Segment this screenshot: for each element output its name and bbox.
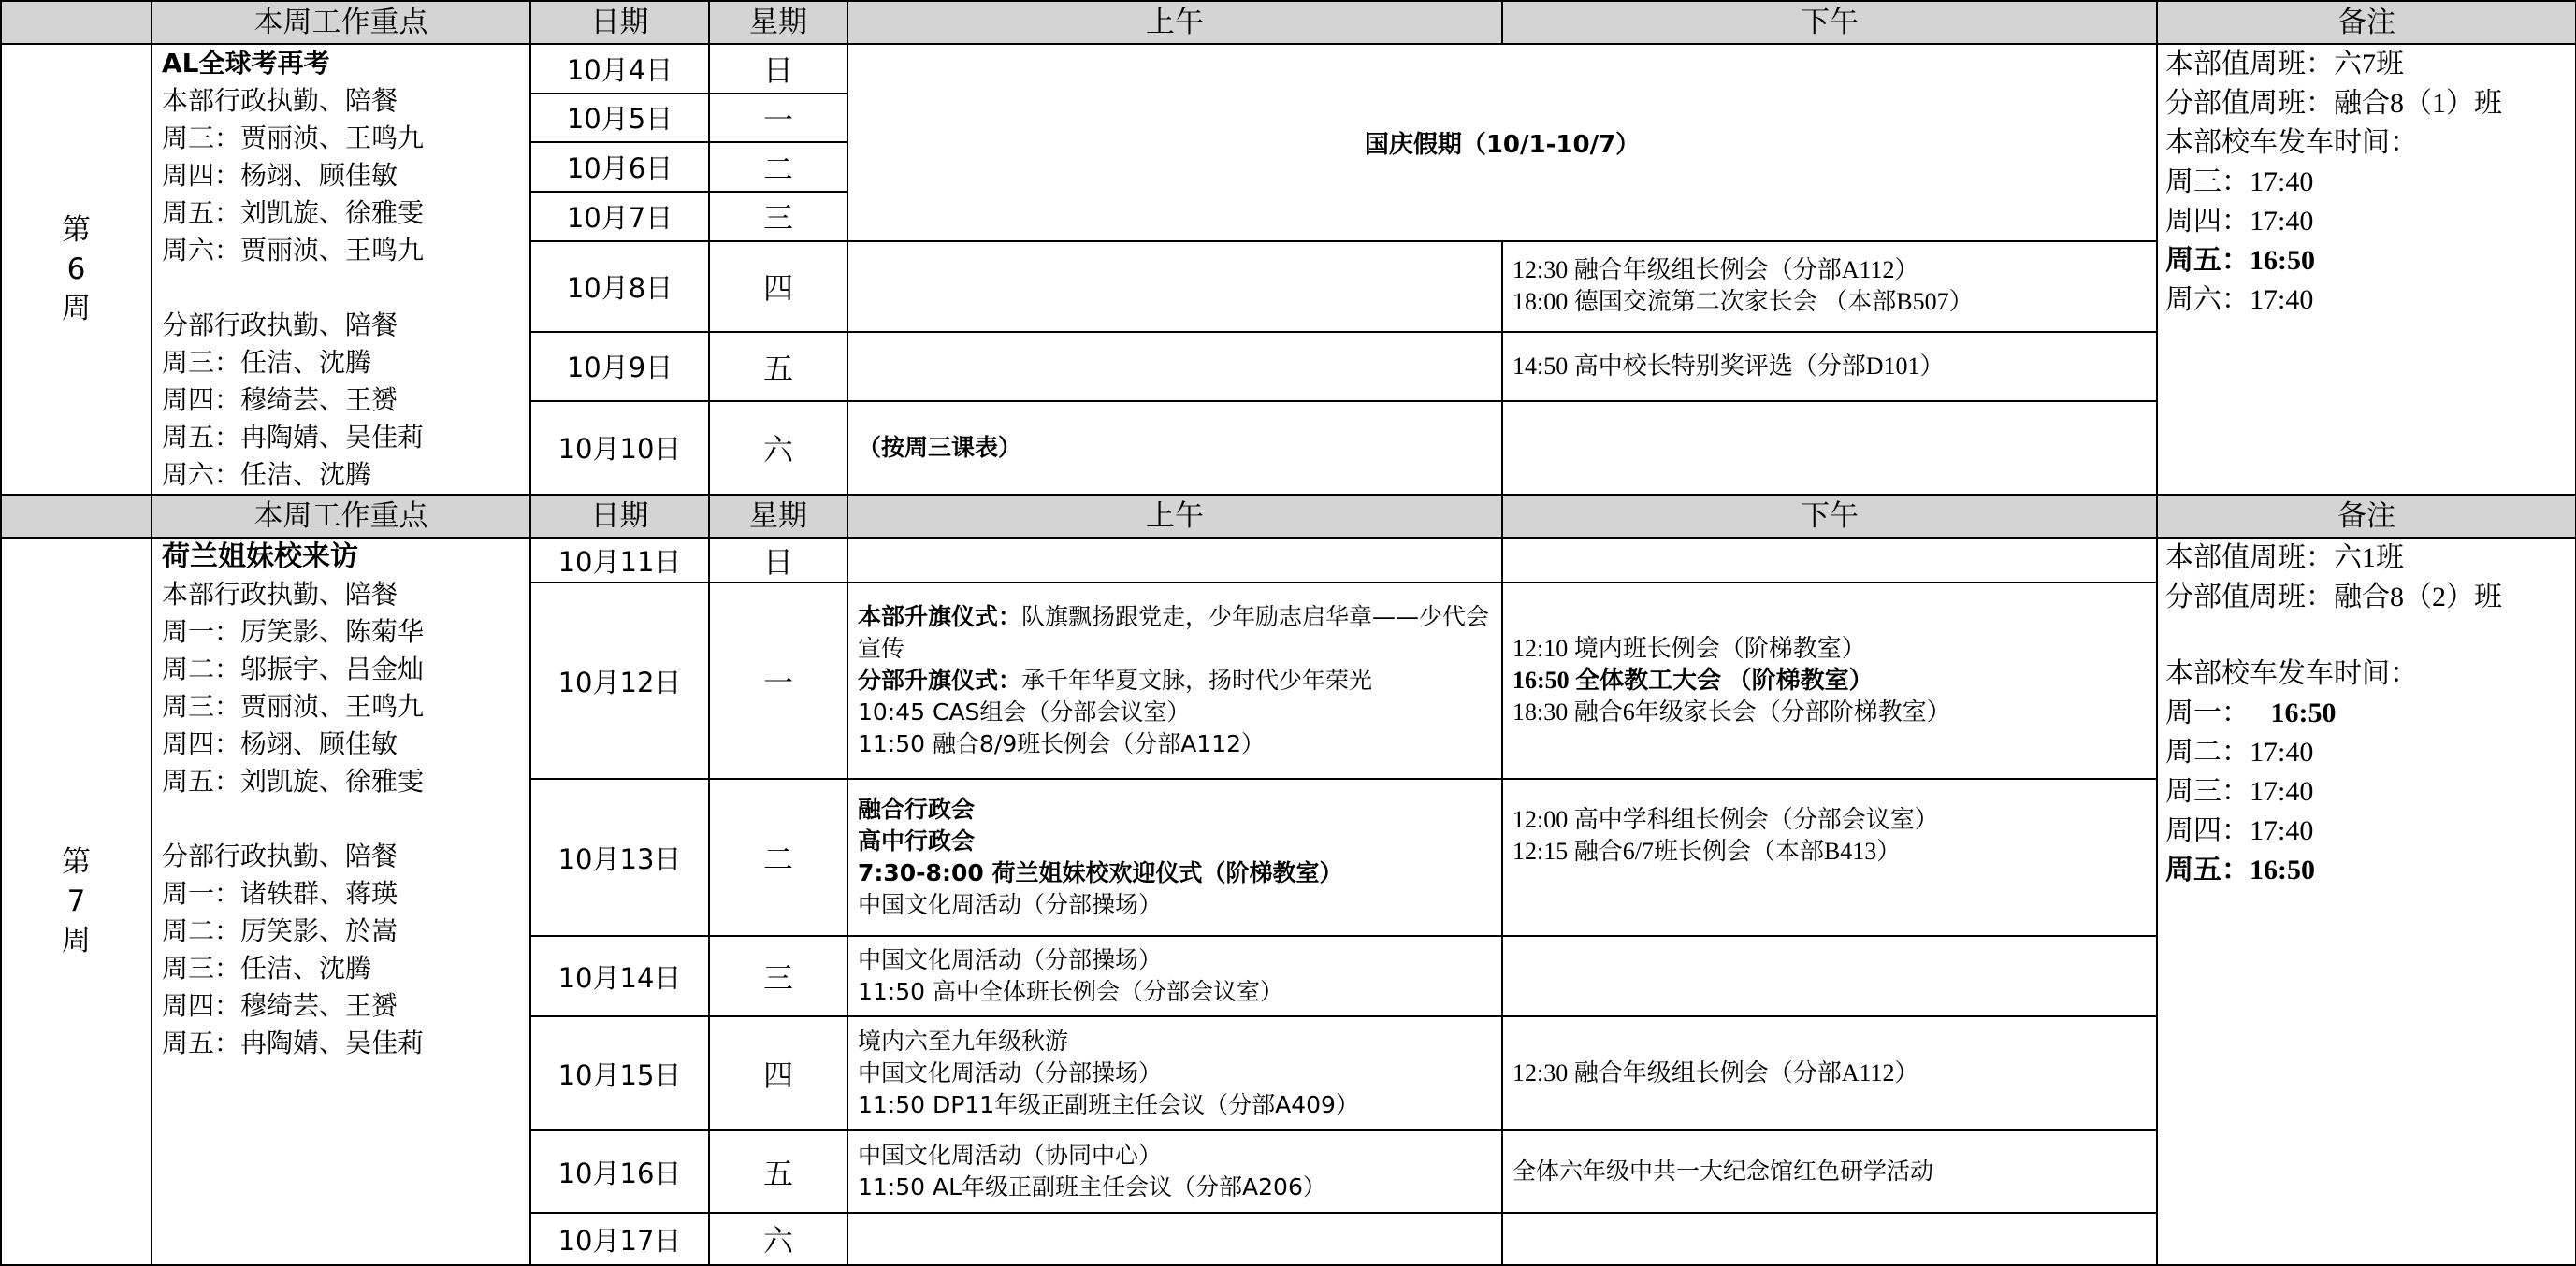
weekday-cell: 二 <box>709 779 847 936</box>
week-notes: 本部值周班：六7班 分部值周班：融合8（1）班 本部校车发车时间： 周三：17:40 周四：17:40 周五：16:50 周六：17:40 <box>2157 44 2576 495</box>
weekday-cell: 六 <box>709 1213 847 1265</box>
weekday-cell: 五 <box>709 1130 847 1213</box>
weekday-cell: 四 <box>709 241 847 332</box>
header-focus: 本周工作重点 <box>152 495 530 538</box>
header-blank <box>1 495 152 538</box>
weekday-cell: 一 <box>709 94 847 143</box>
am-cell <box>847 241 1502 332</box>
header-row <box>1 495 2576 538</box>
header-row <box>1 1 2576 44</box>
header-date: 日期 <box>530 1 709 44</box>
week-notes: 本部值周班：六1班 分部值周班：融合8（2）班 本部校车发车时间： 周一： 16:50 周二：17:40 周三：17:40 周四：17:40 周五：16:50 <box>2157 538 2576 1265</box>
date-cell: 10月9日 <box>530 332 709 401</box>
date-cell: 10月5日 <box>530 94 709 143</box>
pm-cell: 12:10 境内班长例会（阶梯教室） 16:50 全体教工大会 （阶梯教室） 18:30 融合6年级家长会（分部阶梯教室） <box>1502 583 2157 779</box>
header-pm: 下午 <box>1502 1 2157 44</box>
am-cell: 中国文化周活动（分部操场） 11:50 高中全体班长例会（分部会议室） <box>847 936 1502 1016</box>
weekday-cell: 三 <box>709 192 847 241</box>
week-label: 第 6 周 <box>1 44 152 495</box>
pm-cell <box>1502 936 2157 1016</box>
date-cell: 10月14日 <box>530 936 709 1016</box>
date-cell: 10月8日 <box>530 241 709 332</box>
am-cell: 本部升旗仪式：队旗飘扬跟党走，少年励志启华章——少代会宣传 分部升旗仪式：承千年华夏文脉，扬时代少年荣光 10:45 CAS组会（分部会议室） 11:50 融合8/9班长例会（分部A112） <box>847 583 1502 779</box>
header-blank <box>1 1 152 44</box>
date-cell: 10月17日 <box>530 1213 709 1265</box>
header-pm: 下午 <box>1502 495 2157 538</box>
header-am: 上午 <box>847 495 1502 538</box>
am-cell: （按周三课表） <box>847 401 1502 495</box>
week-focus: AL全球考再考 本部行政执勤、陪餐 周三：贾丽浈、王鸣九 周四：杨翊、顾佳敏 周五：刘凯旋、徐雅雯 周六：贾丽浈、王鸣九 分部行政执勤、陪餐 周三：任洁、沈腾 周四：穆绮芸、王赟 周五：冉陶婧、吴佳莉 周六：任洁、沈腾 <box>152 44 530 495</box>
table-row <box>1 44 2576 94</box>
date-cell: 10月10日 <box>530 401 709 495</box>
header-weekday: 星期 <box>709 495 847 538</box>
header-date: 日期 <box>530 495 709 538</box>
am-cell: 中国文化周活动（协同中心） 11:50 AL年级正副班主任会议（分部A206） <box>847 1130 1502 1213</box>
week-focus: 荷兰姐妹校来访 本部行政执勤、陪餐 周一：厉笑影、陈菊华 周二：邬振宇、吕金灿 周三：贾丽浈、王鸣九 周四：杨翊、顾佳敏 周五：刘凯旋、徐雅雯 分部行政执勤、陪餐 周一：诸轶群、蒋瑛 周二：厉笑影、於嵩 周三：任洁、沈腾 周四：穆绮芸、王赟 周五：冉陶婧、吴佳莉 <box>152 538 530 1265</box>
weekday-cell: 日 <box>709 44 847 94</box>
date-cell: 10月4日 <box>530 44 709 94</box>
pm-cell <box>1502 538 2157 583</box>
weekday-cell: 四 <box>709 1016 847 1130</box>
am-cell: 境内六至九年级秋游 中国文化周活动（分部操场） 11:50 DP11年级正副班主任会议（分部A409） <box>847 1016 1502 1130</box>
am-cell <box>847 538 1502 583</box>
am-cell <box>847 332 1502 401</box>
focus-title: AL全球考再考 <box>162 48 330 79</box>
week-label: 第 7 周 <box>1 538 152 1265</box>
date-cell: 10月12日 <box>530 583 709 779</box>
date-cell: 10月6日 <box>530 142 709 192</box>
weekday-cell: 三 <box>709 936 847 1016</box>
pm-cell <box>1502 1213 2157 1265</box>
focus-title: 荷兰姐妹校来访 <box>162 540 358 573</box>
date-cell: 10月15日 <box>530 1016 709 1130</box>
weekday-cell: 五 <box>709 332 847 401</box>
header-note: 备注 <box>2157 1 2576 44</box>
date-cell: 10月11日 <box>530 538 709 583</box>
weekday-cell: 六 <box>709 401 847 495</box>
weekday-cell: 一 <box>709 583 847 779</box>
header-note: 备注 <box>2157 495 2576 538</box>
date-cell: 10月16日 <box>530 1130 709 1213</box>
date-cell: 10月13日 <box>530 779 709 936</box>
am-cell: 融合行政会 高中行政会 7:30-8:00 荷兰姐妹校欢迎仪式（阶梯教室） 中国文化周活动（分部操场） <box>847 779 1502 936</box>
table-row <box>1 538 2576 583</box>
am-cell <box>847 1213 1502 1265</box>
weekday-cell: 二 <box>709 142 847 192</box>
pm-cell: 12:30 融合年级组长例会（分部A112） 18:00 德国交流第二次家长会 （本部B507） <box>1502 241 2157 332</box>
date-cell: 10月7日 <box>530 192 709 241</box>
header-focus: 本周工作重点 <box>152 1 530 44</box>
pm-cell: 12:30 融合年级组长例会（分部A112） <box>1502 1016 2157 1130</box>
pm-cell: 全体六年级中共一大纪念馆红色研学活动 <box>1502 1130 2157 1213</box>
pm-cell: 14:50 高中校长特别奖评选（分部D101） <box>1502 332 2157 401</box>
header-weekday: 星期 <box>709 1 847 44</box>
pm-cell <box>1502 401 2157 495</box>
holiday-cell: 国庆假期（10/1-10/7） <box>847 44 2157 241</box>
pm-cell: 12:00 高中学科组长例会（分部会议室） 12:15 融合6/7班长例会（本部B413） <box>1502 779 2157 936</box>
header-am: 上午 <box>847 1 1502 44</box>
weekday-cell: 日 <box>709 538 847 583</box>
